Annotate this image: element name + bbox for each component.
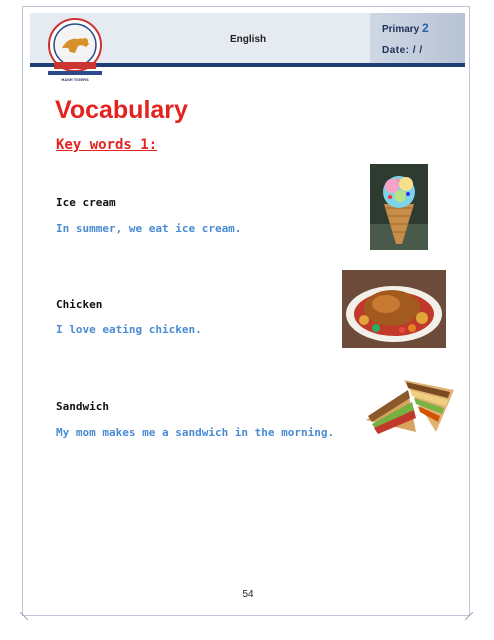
date-field: Date: / / (382, 45, 423, 56)
sandwich-image (358, 372, 462, 444)
vocab-word-sandwich: Sandwich (56, 400, 109, 413)
chicken-image (342, 270, 446, 348)
svg-text:HASH TIGERS: HASH TIGERS (61, 77, 89, 82)
vocab-sentence-ice-cream: In summer, we eat ice cream. (56, 222, 242, 235)
vocab-sentence-sandwich: My mom makes me a sandwich in the morning. (56, 426, 335, 439)
corner-mark-icon (20, 612, 28, 620)
grade-text: Primary (382, 24, 420, 35)
page-number: 54 (242, 589, 254, 600)
vocab-word-ice-cream: Ice cream (56, 196, 116, 209)
school-logo (40, 17, 110, 85)
grade-label (382, 21, 429, 35)
header (30, 13, 465, 82)
ice-cream-image (370, 164, 428, 250)
vocab-word-chicken: Chicken (56, 298, 103, 311)
vocab-sentence-chicken: I love eating chicken. (56, 323, 202, 336)
section-subtitle: Key words 1: (56, 137, 158, 153)
page-title: Vocabulary (55, 96, 188, 124)
subject-label: English (230, 34, 267, 45)
corner-mark-icon (465, 612, 473, 620)
grade-number: 2 (422, 21, 429, 35)
